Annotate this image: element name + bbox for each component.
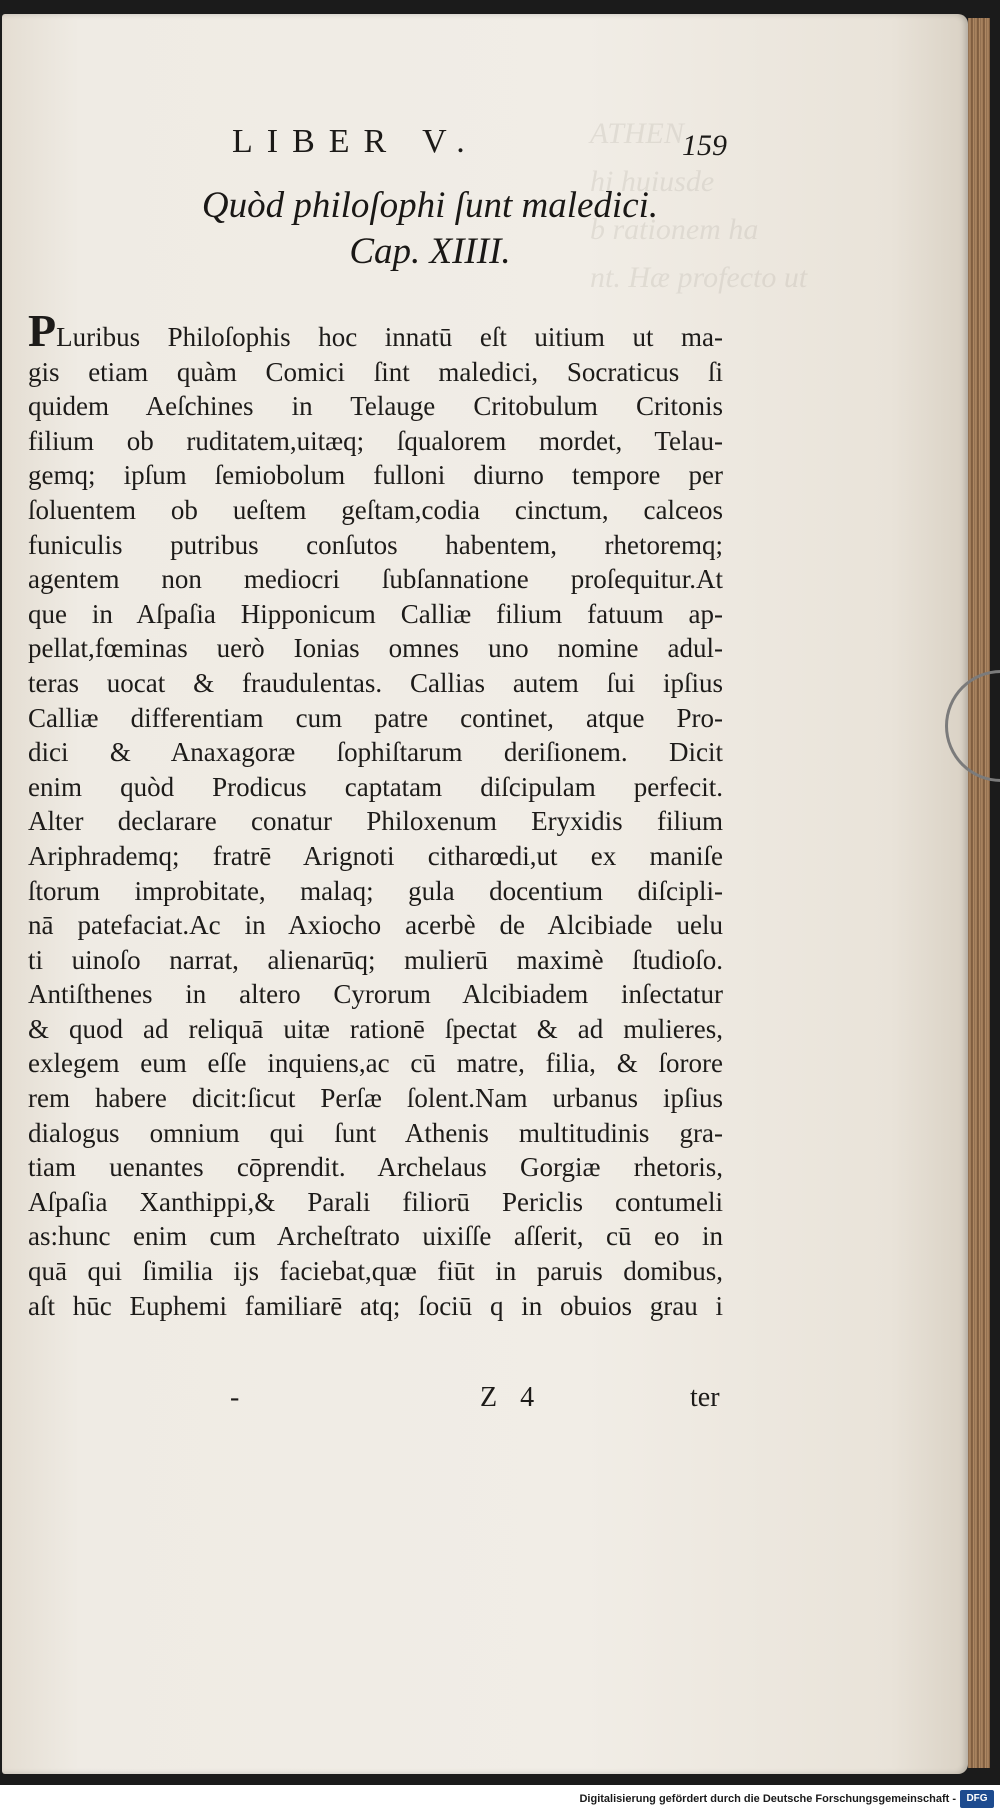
text-line: funiculis putribus conſutos habentem, rhetoremq; — [28, 529, 723, 560]
text-line: tiam uenantes cōprendit. Archelaus Gorgiæ rhetoris, — [28, 1152, 723, 1183]
footer-bar — [0, 1785, 1000, 1815]
catchword: ter — [690, 1382, 720, 1413]
bleed-through-text: ATHEN hi huiusde b rationem ha nt. Hæ profecto ut — [590, 117, 808, 294]
text-line: dici & Anaxagoræ ſophiſtarum deriſionem. Dicit — [28, 737, 723, 768]
text-line: Alter declarare conatur Philoxenum Eryxidis filium — [28, 806, 723, 837]
text-line: Antiſthenes in altero Cyrorum Alcibiadem inſectatur — [28, 979, 723, 1010]
text-line: teras uocat & fraudulentas. Callias autem ſui ipſius — [28, 667, 723, 698]
text-line: agentem non mediocri ſubſannatione proſequitur.At — [28, 564, 723, 595]
text-line: Ariphrademq; fratrē Arignoti citharœdi,ut ex maniſe — [28, 840, 723, 871]
text-line: pellat,fœminas uerò Ionias omnes uno nomine adul- — [28, 633, 723, 664]
text-line: ſoluentem ob ueſtem geſtam,codia cinctum, calceos — [28, 494, 723, 525]
text-line: quā qui ſimilia ijs faciebat,quæ fiūt in paruis domibus, — [28, 1256, 723, 1287]
text-line: gis etiam quàm Comici ſint maledici, Socraticus ſi — [28, 356, 723, 387]
chapter-heading — [100, 183, 760, 275]
text-line: dialogus omnium qui ſunt Athenis multitudinis gra- — [28, 1117, 723, 1148]
text-line: PLuribus Philoſophis hoc innatū eſt uitium ut ma- — [28, 305, 723, 356]
dfg-logo: DFG — [960, 1790, 994, 1808]
text-line: gemq; ipſum ſemiobolum fulloni diurno tempore per — [28, 460, 723, 491]
text-line: exlegem eum eſſe inquiens,ac cū matre, filia, & ſorore — [28, 1048, 723, 1079]
text-line: enim quòd Prodicus captatam diſcipulam perfecit. — [28, 771, 723, 802]
chapter-title: Quòd philoſophi ſunt maledici. — [201, 185, 659, 226]
text-line: Aſpaſia Xanthippi,& Parali filiorū Periclis contumeli — [28, 1186, 723, 1217]
page-edge — [968, 18, 990, 1768]
text-line: nā patefaciat.Ac in Axiocho acerbè de Alcibiade uelu — [28, 910, 723, 941]
text-line: quidem Aeſchines in Telauge Critobulum Critonis — [28, 391, 723, 422]
signature-mark: Z 4 — [480, 1382, 543, 1413]
text-line: rem habere dicit:ſicut Perſæ ſolent.Nam urbanus ipſius — [28, 1083, 723, 1114]
page-header — [232, 123, 752, 173]
text-line: que in Aſpaſia Hipponicum Calliæ filium fatuum ap- — [28, 598, 723, 629]
chapter-number: Cap. XIIII. — [349, 231, 511, 272]
text-line: as:hunc enim cum Archeſtrato uixiſſe aſſerit, cū eo in — [28, 1221, 723, 1252]
catchline — [230, 1382, 730, 1422]
drop-cap: P — [28, 305, 57, 356]
text-line: aſt hūc Euphemi familiarē atq; ſociū q in obuios grau i — [28, 1290, 723, 1321]
running-head: LIBER V. — [232, 123, 479, 160]
text-line: Calliæ differentiam cum patre continet, atque Pro- — [28, 702, 723, 733]
footer-credit: Digitalisierung gefördert durch die Deutsche Forschungsgemeinschaft - — [579, 1793, 956, 1805]
folio-number: 159 — [682, 129, 727, 162]
text-line: ti uinoſo narrat, alienarūq; mulierū maximè ſtudioſo. — [28, 944, 723, 975]
body-text — [28, 305, 723, 1323]
text-line: filium ob ruditatem,uitæq; ſqualorem mordet, Telau- — [28, 425, 723, 456]
catchline-dash: - — [230, 1382, 240, 1413]
text-line: ſtorum improbitate, malaq; gula docentium diſcipli- — [28, 875, 723, 906]
text-line: & quod ad reliquā uitæ rationē ſpectat & ad mulieres, — [28, 1013, 723, 1044]
